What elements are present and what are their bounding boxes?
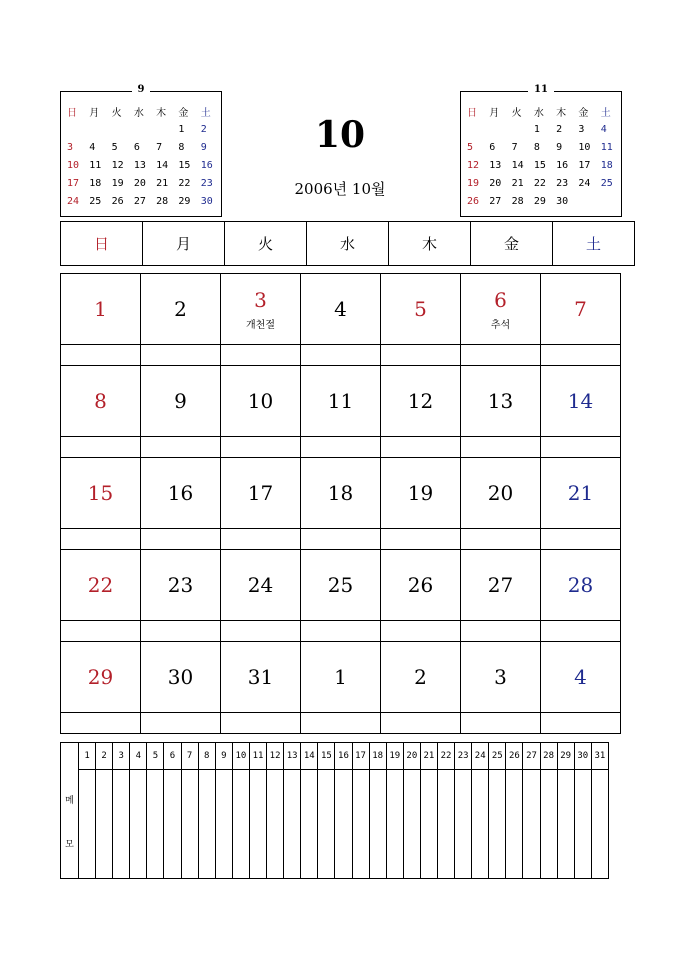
mini-day: 2 bbox=[556, 123, 563, 135]
memo-label bbox=[61, 743, 79, 879]
holiday-label: 추석 bbox=[490, 319, 511, 331]
month-calendar-grid bbox=[60, 273, 621, 734]
note-cell[interactable] bbox=[541, 437, 621, 458]
day-number: 5 bbox=[414, 297, 427, 321]
day-cell[interactable] bbox=[221, 366, 301, 437]
mini-header: 月 bbox=[489, 107, 500, 119]
memo-day-cell[interactable] bbox=[489, 770, 506, 879]
mini-day: 1 bbox=[533, 123, 540, 135]
memo-day-cell[interactable] bbox=[284, 770, 301, 879]
day-cell[interactable] bbox=[141, 366, 221, 437]
memo-day-cell[interactable] bbox=[574, 770, 591, 879]
memo-body-row bbox=[61, 770, 609, 879]
day-number: 2 bbox=[414, 665, 427, 689]
memo-day-cell[interactable] bbox=[96, 770, 113, 879]
note-cell[interactable] bbox=[61, 345, 141, 366]
holiday-label: 개천절 bbox=[246, 319, 275, 331]
memo-day-header: 8 bbox=[198, 743, 215, 770]
memo-day-header: 15 bbox=[318, 743, 335, 770]
memo-day-header: 3 bbox=[113, 743, 130, 770]
day-cell[interactable] bbox=[61, 550, 141, 621]
memo-day-header: 21 bbox=[420, 743, 437, 770]
note-cell[interactable] bbox=[381, 529, 461, 550]
note-cell[interactable] bbox=[61, 621, 141, 642]
day-number: 17 bbox=[247, 481, 274, 505]
mini-header: 日 bbox=[467, 107, 477, 119]
mini-day bbox=[510, 120, 532, 138]
mini-day: 24 bbox=[578, 177, 591, 189]
note-cell[interactable] bbox=[221, 345, 301, 366]
day-number: 8 bbox=[94, 389, 107, 413]
mini-day: 23 bbox=[556, 177, 569, 189]
mini-day: 16 bbox=[200, 159, 213, 171]
memo-day-cell[interactable] bbox=[591, 770, 608, 879]
mini-day: 21 bbox=[156, 177, 169, 189]
note-row bbox=[61, 345, 621, 366]
day-cell[interactable] bbox=[61, 642, 141, 713]
memo-day-cell[interactable] bbox=[403, 770, 420, 879]
note-cell[interactable] bbox=[461, 345, 541, 366]
week-row bbox=[61, 550, 621, 621]
memo-day-header: 5 bbox=[147, 743, 164, 770]
day-cell[interactable] bbox=[461, 642, 541, 713]
day-cell[interactable] bbox=[301, 458, 381, 529]
memo-label-char: 모 bbox=[65, 839, 74, 850]
memo-day-header: 4 bbox=[130, 743, 147, 770]
memo-day-cell[interactable] bbox=[557, 770, 574, 879]
memo-day-header: 22 bbox=[437, 743, 454, 770]
memo-day-header: 27 bbox=[523, 743, 540, 770]
note-cell[interactable] bbox=[61, 529, 141, 550]
note-cell[interactable] bbox=[301, 713, 381, 734]
note-cell[interactable] bbox=[61, 437, 141, 458]
day-cell[interactable] bbox=[221, 458, 301, 529]
day-cell[interactable] bbox=[541, 642, 621, 713]
mini-day: 13 bbox=[133, 159, 146, 171]
weekday-header-sun: 日 bbox=[61, 222, 143, 266]
memo-header-row bbox=[61, 743, 609, 770]
memo-day-cell[interactable] bbox=[506, 770, 523, 879]
mini-day: 4 bbox=[89, 141, 96, 153]
day-number: 16 bbox=[167, 481, 194, 505]
day-number: 31 bbox=[247, 665, 274, 689]
mini-header: 水 bbox=[133, 107, 144, 119]
mini-day: 27 bbox=[133, 195, 146, 207]
day-cell[interactable] bbox=[141, 550, 221, 621]
memo-day-cell[interactable] bbox=[472, 770, 489, 879]
memo-day-cell[interactable] bbox=[249, 770, 266, 879]
day-cell[interactable] bbox=[301, 274, 381, 345]
mini-day: 5 bbox=[111, 141, 118, 153]
day-number: 11 bbox=[327, 389, 354, 413]
memo-day-cell[interactable] bbox=[130, 770, 147, 879]
week-row bbox=[61, 274, 621, 345]
memo-table bbox=[60, 742, 609, 879]
memo-day-header: 26 bbox=[506, 743, 523, 770]
day-number: 27 bbox=[487, 573, 514, 597]
mini-header: 土 bbox=[600, 107, 611, 119]
mini-day: 18 bbox=[600, 159, 613, 171]
mini-day bbox=[576, 192, 598, 210]
memo-day-cell[interactable] bbox=[79, 770, 96, 879]
prev-month-title: 9 bbox=[132, 84, 151, 95]
day-number: 25 bbox=[327, 573, 354, 597]
memo-day-header: 23 bbox=[455, 743, 472, 770]
mini-day: 19 bbox=[467, 177, 480, 189]
mini-day: 22 bbox=[533, 177, 546, 189]
day-cell[interactable] bbox=[541, 550, 621, 621]
next-month-grid bbox=[465, 102, 621, 210]
day-number: 20 bbox=[487, 481, 514, 505]
mini-day: 27 bbox=[489, 195, 502, 207]
memo-day-header: 7 bbox=[181, 743, 198, 770]
day-cell[interactable] bbox=[461, 274, 541, 345]
mini-header: 月 bbox=[89, 107, 100, 119]
mini-header: 土 bbox=[200, 107, 211, 119]
weekday-header-row bbox=[60, 221, 635, 266]
memo-day-header: 6 bbox=[164, 743, 181, 770]
mini-day: 17 bbox=[67, 177, 80, 189]
mini-day: 5 bbox=[467, 141, 474, 153]
note-row bbox=[61, 529, 621, 550]
day-cell[interactable] bbox=[301, 550, 381, 621]
note-cell[interactable] bbox=[141, 345, 221, 366]
note-cell[interactable] bbox=[141, 529, 221, 550]
mini-day: 4 bbox=[600, 123, 607, 135]
mini-day: 12 bbox=[467, 159, 480, 171]
note-cell[interactable] bbox=[381, 713, 461, 734]
day-cell[interactable] bbox=[461, 550, 541, 621]
note-row bbox=[61, 621, 621, 642]
note-cell[interactable] bbox=[541, 345, 621, 366]
mini-day: 22 bbox=[178, 177, 191, 189]
memo-day-cell[interactable] bbox=[164, 770, 181, 879]
note-row bbox=[61, 713, 621, 734]
mini-day: 7 bbox=[156, 141, 163, 153]
mini-day: 11 bbox=[89, 159, 102, 171]
note-cell[interactable] bbox=[141, 437, 221, 458]
memo-label-char: 메 bbox=[65, 795, 74, 806]
memo-day-cell[interactable] bbox=[113, 770, 130, 879]
day-number: 3 bbox=[254, 287, 267, 312]
memo-day-header: 31 bbox=[591, 743, 608, 770]
day-number: 10 bbox=[247, 389, 274, 413]
memo-day-cell[interactable] bbox=[215, 770, 232, 879]
mini-day: 10 bbox=[578, 141, 591, 153]
mini-day: 12 bbox=[111, 159, 124, 171]
month-title: 10 bbox=[314, 114, 366, 156]
memo-day-header: 18 bbox=[369, 743, 386, 770]
memo-day-header: 28 bbox=[540, 743, 557, 770]
memo-day-cell[interactable] bbox=[437, 770, 454, 879]
note-cell[interactable] bbox=[221, 621, 301, 642]
mini-header: 日 bbox=[67, 107, 77, 119]
weekday-header-mon: 月 bbox=[143, 222, 225, 266]
week-row bbox=[61, 366, 621, 437]
mini-day: 3 bbox=[67, 141, 74, 153]
week-row bbox=[61, 458, 621, 529]
memo-day-header: 2 bbox=[96, 743, 113, 770]
day-number: 9 bbox=[174, 389, 187, 413]
mini-day: 15 bbox=[178, 159, 191, 171]
memo-day-header: 9 bbox=[215, 743, 232, 770]
day-number: 7 bbox=[574, 297, 587, 321]
note-cell[interactable] bbox=[221, 437, 301, 458]
day-cell[interactable] bbox=[61, 274, 141, 345]
day-number: 6 bbox=[494, 287, 507, 312]
day-number: 3 bbox=[494, 665, 507, 689]
next-month-calendar bbox=[460, 84, 622, 217]
memo-day-cell[interactable] bbox=[147, 770, 164, 879]
note-cell[interactable] bbox=[541, 621, 621, 642]
memo-day-cell[interactable] bbox=[232, 770, 249, 879]
memo-day-cell[interactable] bbox=[181, 770, 198, 879]
memo-day-header: 13 bbox=[284, 743, 301, 770]
mini-day: 7 bbox=[511, 141, 518, 153]
mini-day: 20 bbox=[489, 177, 502, 189]
day-number: 29 bbox=[87, 665, 114, 689]
mini-day: 1 bbox=[178, 123, 185, 135]
day-cell[interactable] bbox=[61, 366, 141, 437]
mini-day: 13 bbox=[489, 159, 502, 171]
memo-day-header: 25 bbox=[489, 743, 506, 770]
day-cell[interactable] bbox=[381, 274, 461, 345]
day-cell[interactable] bbox=[541, 458, 621, 529]
note-cell[interactable] bbox=[541, 713, 621, 734]
weekday-header-tue: 火 bbox=[225, 222, 307, 266]
day-number: 13 bbox=[487, 389, 514, 413]
mini-day: 30 bbox=[200, 195, 213, 207]
mini-day: 18 bbox=[89, 177, 102, 189]
memo-day-cell[interactable] bbox=[318, 770, 335, 879]
memo-day-cell[interactable] bbox=[386, 770, 403, 879]
memo-day-cell[interactable] bbox=[523, 770, 540, 879]
mini-day: 9 bbox=[556, 141, 563, 153]
day-number: 1 bbox=[334, 665, 347, 689]
memo-day-cell[interactable] bbox=[198, 770, 215, 879]
memo-day-header: 29 bbox=[557, 743, 574, 770]
memo-day-header: 10 bbox=[232, 743, 249, 770]
note-cell[interactable] bbox=[61, 713, 141, 734]
mini-header: 火 bbox=[111, 107, 122, 119]
memo-day-cell[interactable] bbox=[335, 770, 352, 879]
day-number: 4 bbox=[334, 297, 347, 321]
note-cell[interactable] bbox=[381, 345, 461, 366]
day-number: 28 bbox=[567, 573, 594, 597]
note-cell[interactable] bbox=[221, 713, 301, 734]
day-number: 2 bbox=[174, 297, 187, 321]
day-cell[interactable] bbox=[141, 274, 221, 345]
day-cell[interactable] bbox=[141, 642, 221, 713]
mini-day: 16 bbox=[556, 159, 569, 171]
note-cell[interactable] bbox=[301, 437, 381, 458]
mini-day: 26 bbox=[467, 195, 480, 207]
memo-day-header: 1 bbox=[79, 743, 96, 770]
note-cell[interactable] bbox=[221, 529, 301, 550]
mini-day: 6 bbox=[489, 141, 496, 153]
day-cell[interactable] bbox=[301, 366, 381, 437]
day-cell[interactable] bbox=[541, 274, 621, 345]
week-row bbox=[61, 642, 621, 713]
memo-day-header: 30 bbox=[574, 743, 591, 770]
day-cell[interactable] bbox=[221, 274, 301, 345]
memo-day-cell[interactable] bbox=[369, 770, 386, 879]
day-number: 23 bbox=[167, 573, 194, 597]
mini-day bbox=[599, 192, 621, 210]
note-row bbox=[61, 437, 621, 458]
mini-day: 30 bbox=[556, 195, 569, 207]
next-month-title: 11 bbox=[528, 84, 554, 95]
mini-day: 10 bbox=[67, 159, 80, 171]
mini-day: 2 bbox=[200, 123, 207, 135]
mini-day bbox=[465, 120, 487, 138]
mini-day: 3 bbox=[578, 123, 585, 135]
day-cell[interactable] bbox=[541, 366, 621, 437]
mini-header: 木 bbox=[156, 107, 167, 119]
day-number: 24 bbox=[247, 573, 274, 597]
mini-day: 14 bbox=[511, 159, 524, 171]
day-number: 19 bbox=[407, 481, 434, 505]
day-cell[interactable] bbox=[301, 642, 381, 713]
weekday-header-thu: 木 bbox=[389, 222, 471, 266]
mini-day: 14 bbox=[156, 159, 169, 171]
memo-day-cell[interactable] bbox=[267, 770, 284, 879]
day-number: 12 bbox=[407, 389, 434, 413]
memo-day-header: 20 bbox=[403, 743, 420, 770]
mini-day: 15 bbox=[533, 159, 546, 171]
memo-day-header: 24 bbox=[472, 743, 489, 770]
mini-header: 木 bbox=[556, 107, 567, 119]
day-number: 22 bbox=[87, 573, 114, 597]
mini-day: 11 bbox=[600, 141, 613, 153]
day-cell[interactable] bbox=[381, 550, 461, 621]
day-number: 21 bbox=[567, 481, 594, 505]
mini-header: 金 bbox=[578, 107, 589, 119]
note-cell[interactable] bbox=[301, 621, 381, 642]
day-number: 18 bbox=[327, 481, 354, 505]
mini-day: 20 bbox=[133, 177, 146, 189]
note-cell[interactable] bbox=[461, 529, 541, 550]
day-cell[interactable] bbox=[221, 642, 301, 713]
day-number: 15 bbox=[87, 481, 114, 505]
memo-day-cell[interactable] bbox=[540, 770, 557, 879]
day-number: 1 bbox=[94, 297, 107, 321]
memo-day-cell[interactable] bbox=[301, 770, 318, 879]
year-month-subtitle: 2006년 10월 bbox=[294, 180, 386, 198]
day-cell[interactable] bbox=[141, 458, 221, 529]
memo-day-cell[interactable] bbox=[352, 770, 369, 879]
day-cell[interactable] bbox=[221, 550, 301, 621]
mini-day: 23 bbox=[200, 177, 213, 189]
mini-day bbox=[487, 120, 509, 138]
note-cell[interactable] bbox=[461, 621, 541, 642]
memo-day-header: 11 bbox=[249, 743, 266, 770]
note-cell[interactable] bbox=[461, 437, 541, 458]
mini-day: 28 bbox=[511, 195, 524, 207]
memo-day-header: 17 bbox=[352, 743, 369, 770]
day-number: 30 bbox=[167, 665, 194, 689]
note-cell[interactable] bbox=[381, 437, 461, 458]
note-cell[interactable] bbox=[381, 621, 461, 642]
day-cell[interactable] bbox=[61, 458, 141, 529]
mini-header: 火 bbox=[511, 107, 522, 119]
mini-day: 8 bbox=[178, 141, 185, 153]
memo-day-cell[interactable] bbox=[420, 770, 437, 879]
day-cell[interactable] bbox=[461, 458, 541, 529]
memo-day-header: 16 bbox=[335, 743, 352, 770]
day-cell[interactable] bbox=[381, 642, 461, 713]
note-cell[interactable] bbox=[461, 713, 541, 734]
mini-day: 6 bbox=[133, 141, 140, 153]
weekday-header-wed: 水 bbox=[307, 222, 389, 266]
mini-day: 25 bbox=[89, 195, 102, 207]
day-cell[interactable] bbox=[381, 366, 461, 437]
day-number: 14 bbox=[567, 389, 594, 413]
mini-day: 24 bbox=[67, 195, 80, 207]
mini-day: 29 bbox=[533, 195, 546, 207]
memo-day-header: 14 bbox=[301, 743, 318, 770]
mini-header: 金 bbox=[178, 107, 189, 119]
mini-day: 9 bbox=[200, 141, 207, 153]
day-number: 4 bbox=[574, 665, 587, 689]
mini-day: 28 bbox=[156, 195, 169, 207]
note-cell[interactable] bbox=[301, 529, 381, 550]
day-number: 26 bbox=[407, 573, 434, 597]
day-cell[interactable] bbox=[461, 366, 541, 437]
weekday-header-sat: 土 bbox=[553, 222, 635, 266]
mini-day: 8 bbox=[533, 141, 540, 153]
day-cell[interactable] bbox=[381, 458, 461, 529]
memo-day-header: 12 bbox=[267, 743, 284, 770]
weekday-header-fri: 金 bbox=[471, 222, 553, 266]
note-cell[interactable] bbox=[141, 621, 221, 642]
memo-day-header: 19 bbox=[386, 743, 403, 770]
mini-day: 17 bbox=[578, 159, 591, 171]
memo-day-cell[interactable] bbox=[455, 770, 472, 879]
mini-header: 水 bbox=[533, 107, 544, 119]
mini-day: 25 bbox=[600, 177, 613, 189]
mini-day: 26 bbox=[111, 195, 124, 207]
note-cell[interactable] bbox=[541, 529, 621, 550]
note-cell[interactable] bbox=[301, 345, 381, 366]
mini-day: 29 bbox=[178, 195, 191, 207]
mini-day: 19 bbox=[111, 177, 124, 189]
note-cell[interactable] bbox=[141, 713, 221, 734]
mini-day: 21 bbox=[511, 177, 524, 189]
